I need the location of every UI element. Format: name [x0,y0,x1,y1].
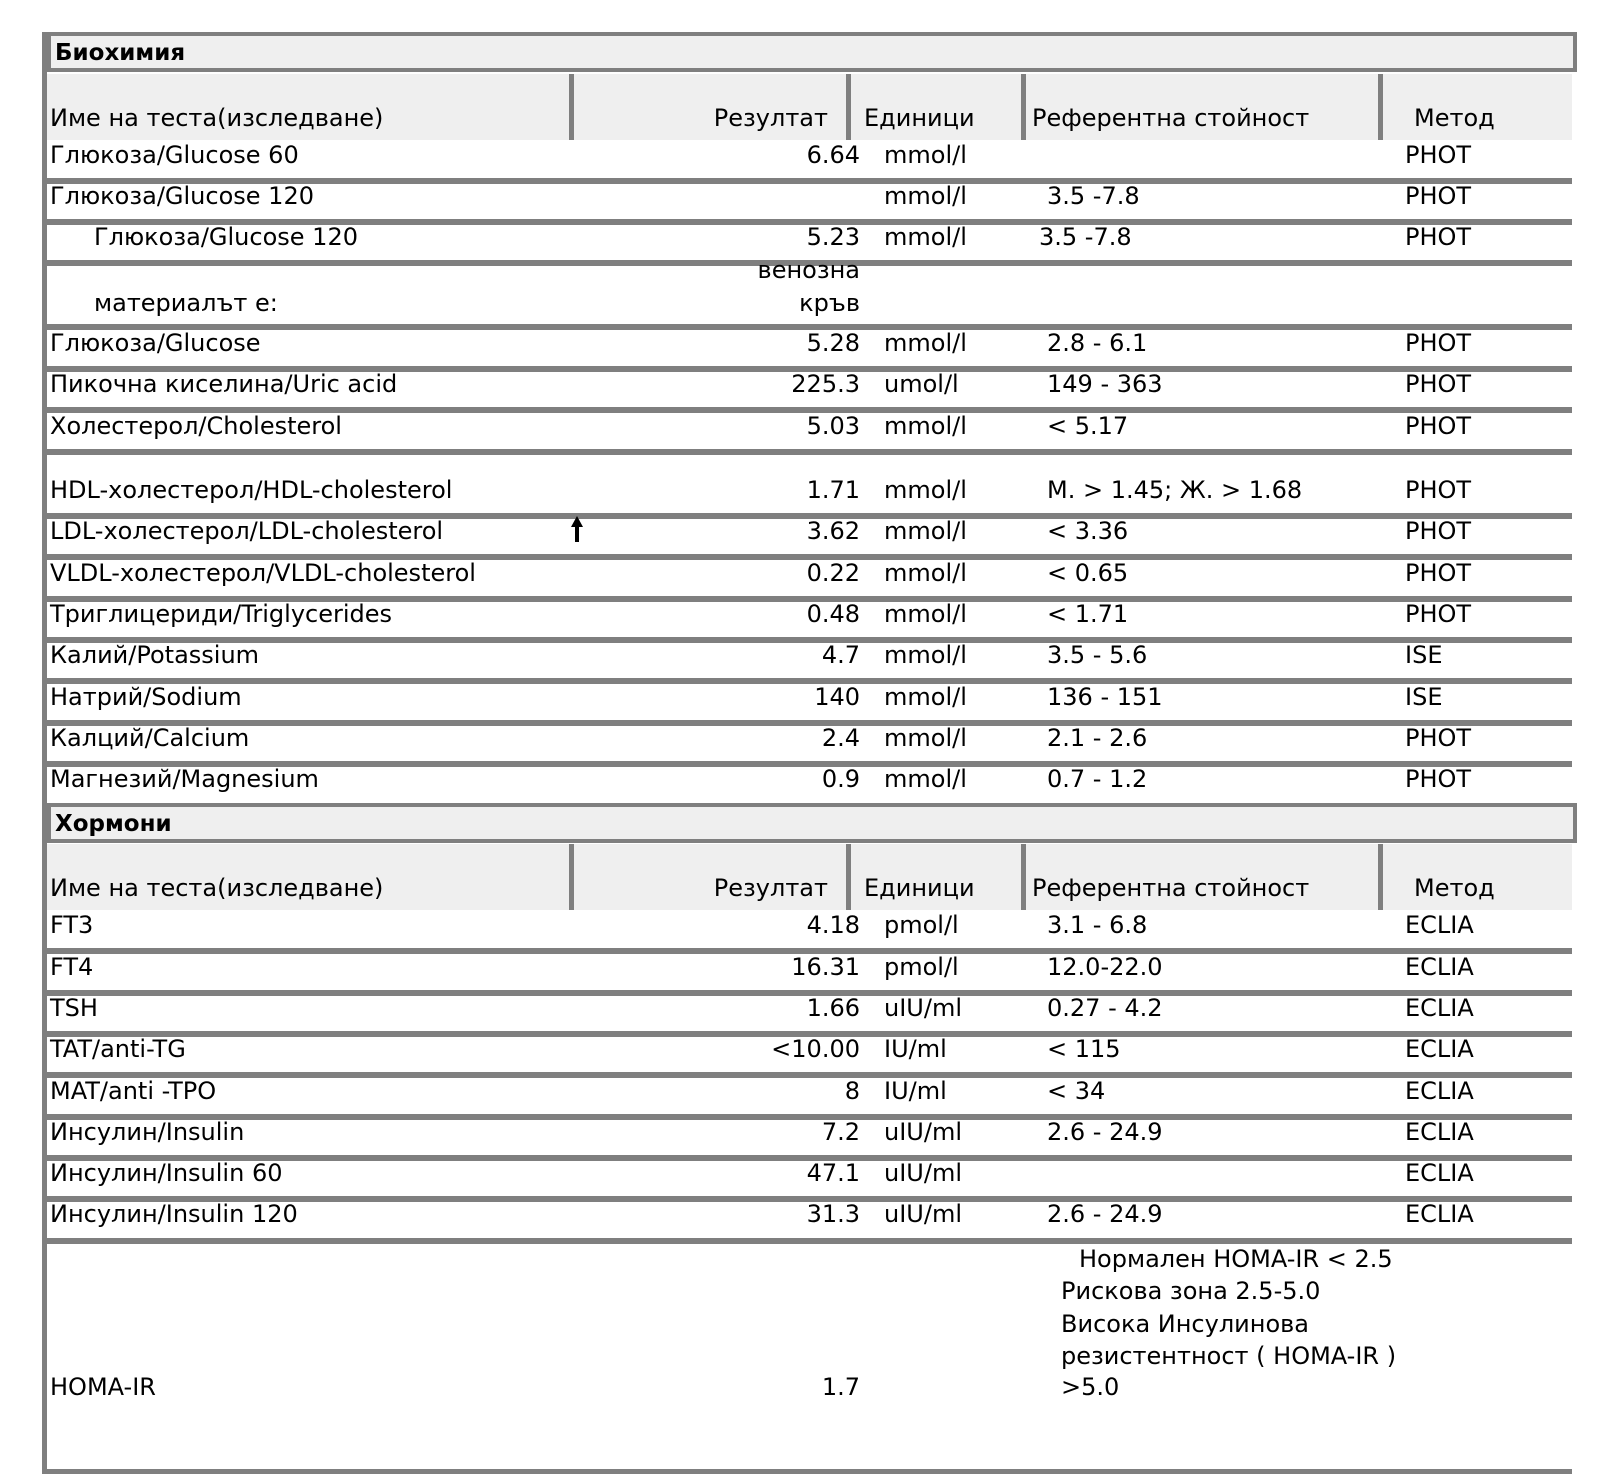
test-result: 4.7 [821,641,860,669]
test-result: 0.9 [821,765,860,793]
test-reference: 3.1 - 6.8 [1047,911,1148,939]
test-units: mmol/l [884,412,967,440]
test-method: PHOT [1405,765,1472,793]
test-method: ECLIA [1405,911,1474,939]
test-reference: 149 - 363 [1047,370,1163,398]
test-name: VLDL-холестерол/VLDL-cholesterol [50,559,476,587]
row-divider [47,678,1572,684]
test-units: umol/l [884,370,959,398]
test-units: mmol/l [884,141,967,169]
test-reference: 12.0-22.0 [1047,953,1163,981]
row-divider [47,449,1572,455]
test-result: 4.18 [806,911,860,939]
test-name: FT3 [50,911,94,939]
test-name: TAT/anti-TG [50,1035,186,1063]
test-method: ISE [1405,683,1443,711]
header-result: Резултат [574,74,851,140]
test-result: 1.7 [821,1373,860,1401]
section-title-biochemistry: Биохимия [47,32,1577,72]
test-result: 31.3 [806,1200,860,1228]
test-reference: 2.8 - 6.1 [1047,329,1148,357]
header-test-name: Име на теста(изследване) [47,844,574,910]
test-name: LDL-холестерол/LDL-cholesterol [50,517,444,545]
test-name: Натрий/Sodium [50,683,242,711]
test-method: PHOT [1405,724,1472,752]
test-units: uIU/ml [884,994,962,1022]
header-result: Резултат [574,844,851,910]
test-method: PHOT [1405,412,1472,440]
test-units: mmol/l [884,683,967,711]
homa-ref-line: резистентност ( HOMA-IR ) [1061,1342,1397,1370]
test-result: 5.28 [806,329,860,357]
section-title-hormones: Хормони [47,803,1577,843]
test-result: 2.4 [821,724,860,752]
test-units: mmol/l [884,517,967,545]
test-name: Глюкоза/Glucose 60 [50,141,299,169]
test-reference: < 1.71 [1047,600,1129,628]
test-result: 225.3 [791,370,860,398]
test-reference: 3.5 -7.8 [1039,223,1132,251]
test-result: 0.48 [806,600,860,628]
test-name: MAT/anti -TPO [50,1077,217,1105]
test-units: uIU/ml [884,1159,962,1187]
test-reference: 2.6 - 24.9 [1047,1118,1163,1146]
test-reference: 0.7 - 1.2 [1047,765,1148,793]
test-method: ECLIA [1405,1200,1474,1228]
test-result: 16.31 [791,953,860,981]
test-name: HOMA-IR [50,1373,156,1401]
test-method: PHOT [1405,370,1472,398]
test-units: mmol/l [884,600,967,628]
homa-ref-line: Нормален HOMA-IR < 2.5 [1079,1245,1393,1273]
test-result: 5.03 [806,412,860,440]
test-method: PHOT [1405,182,1472,210]
test-reference: < 34 [1047,1077,1106,1105]
test-units: IU/ml [884,1035,947,1063]
table-row [47,256,1572,322]
test-method: PHOT [1405,141,1472,169]
test-units: mmol/l [884,641,967,669]
test-name: Триглицериди/Triglycerides [50,600,393,628]
test-reference: < 0.65 [1047,559,1129,587]
test-result: 6.64 [806,141,860,169]
homa-ref-line: Висока Инсулинова [1061,1310,1309,1338]
test-result: 8 [844,1077,860,1105]
test-name: материалът е: [94,289,278,317]
test-units: mmol/l [884,223,967,251]
homa-ref-line: >5.0 [1061,1373,1120,1401]
test-reference: 2.1 - 2.6 [1047,724,1148,752]
test-result: 1.66 [806,994,860,1022]
test-method: ECLIA [1405,1035,1474,1063]
test-method: ECLIA [1405,1118,1474,1146]
test-result: 5.23 [806,223,860,251]
test-result: 7.2 [821,1118,860,1146]
row-divider [47,720,1572,726]
test-reference: 0.27 - 4.2 [1047,994,1163,1022]
homa-ref-line: Рискова зона 2.5-5.0 [1061,1277,1321,1305]
test-method: PHOT [1405,559,1472,587]
test-name: Инсулин/Insulin 60 [50,1159,283,1187]
test-method: ECLIA [1405,1077,1474,1105]
row-divider [47,1072,1572,1078]
test-name: Инсулин/Insulin [50,1118,245,1146]
test-name: Глюкоза/Glucose 120 [94,223,358,251]
header-reference: Референтна стойност [1026,74,1383,140]
test-units: mmol/l [884,329,967,357]
header-method: Метод [1383,74,1572,140]
test-reference: < 115 [1047,1035,1121,1063]
test-name: Холестерол/Cholesterol [50,412,342,440]
test-name: Глюкоза/Glucose [50,329,261,357]
test-method: ECLIA [1405,953,1474,981]
test-units: IU/ml [884,1077,947,1105]
test-reference: 3.5 -7.8 [1047,182,1140,210]
test-reference: 2.6 - 24.9 [1047,1200,1163,1228]
test-reference: 136 - 151 [1047,683,1163,711]
test-result: 1.71 [806,476,860,504]
test-result-line: кръв [799,289,860,317]
test-name: Калий/Potassium [50,641,260,669]
test-name: Инсулин/Insulin 120 [50,1200,298,1228]
test-name: Пикочна киселина/Uric acid [50,370,398,398]
test-method: PHOT [1405,223,1472,251]
test-method: ISE [1405,641,1443,669]
up-arrow-marker-icon [571,516,583,542]
test-reference: 3.5 - 5.6 [1047,641,1148,669]
test-result: 140 [814,683,860,711]
column-header-row [47,74,1572,140]
test-reference: < 3.36 [1047,517,1129,545]
test-units: mmol/l [884,765,967,793]
test-method: PHOT [1405,329,1472,357]
test-units: uIU/ml [884,1200,962,1228]
test-name: Глюкоза/Glucose 120 [50,182,314,210]
header-units: Единици [851,844,1026,910]
test-method: PHOT [1405,476,1472,504]
test-name: Калций/Calcium [50,724,250,752]
test-name: HDL-холестерол/HDL-cholesterol [50,476,453,504]
column-header-row [47,844,1572,910]
header-reference: Референтна стойност [1026,844,1383,910]
test-units: mmol/l [884,476,967,504]
test-units: mmol/l [884,182,967,210]
test-result: 47.1 [806,1159,860,1187]
test-reference: < 5.17 [1047,412,1129,440]
test-units: mmol/l [884,559,967,587]
test-units: pmol/l [884,911,959,939]
test-method: PHOT [1405,600,1472,628]
test-units: pmol/l [884,953,959,981]
test-result: 0.22 [806,559,860,587]
row-divider [47,637,1572,643]
header-test-name: Име на теста(изследване) [47,74,574,140]
test-result-line: венозна [757,256,860,284]
test-method: ECLIA [1405,994,1474,1022]
test-method: ECLIA [1405,1159,1474,1187]
header-units: Единици [851,74,1026,140]
test-result: <10.00 [771,1035,860,1063]
test-method: PHOT [1405,517,1472,545]
header-method: Метод [1383,844,1572,910]
test-name: Магнезий/Magnesium [50,765,319,793]
test-units: mmol/l [884,724,967,752]
test-units: uIU/ml [884,1118,962,1146]
row-divider [47,1114,1572,1120]
test-reference: М. > 1.45; Ж. > 1.68 [1047,476,1303,504]
test-result: 3.62 [806,517,860,545]
test-name: TSH [50,994,98,1022]
test-name: FT4 [50,953,94,981]
